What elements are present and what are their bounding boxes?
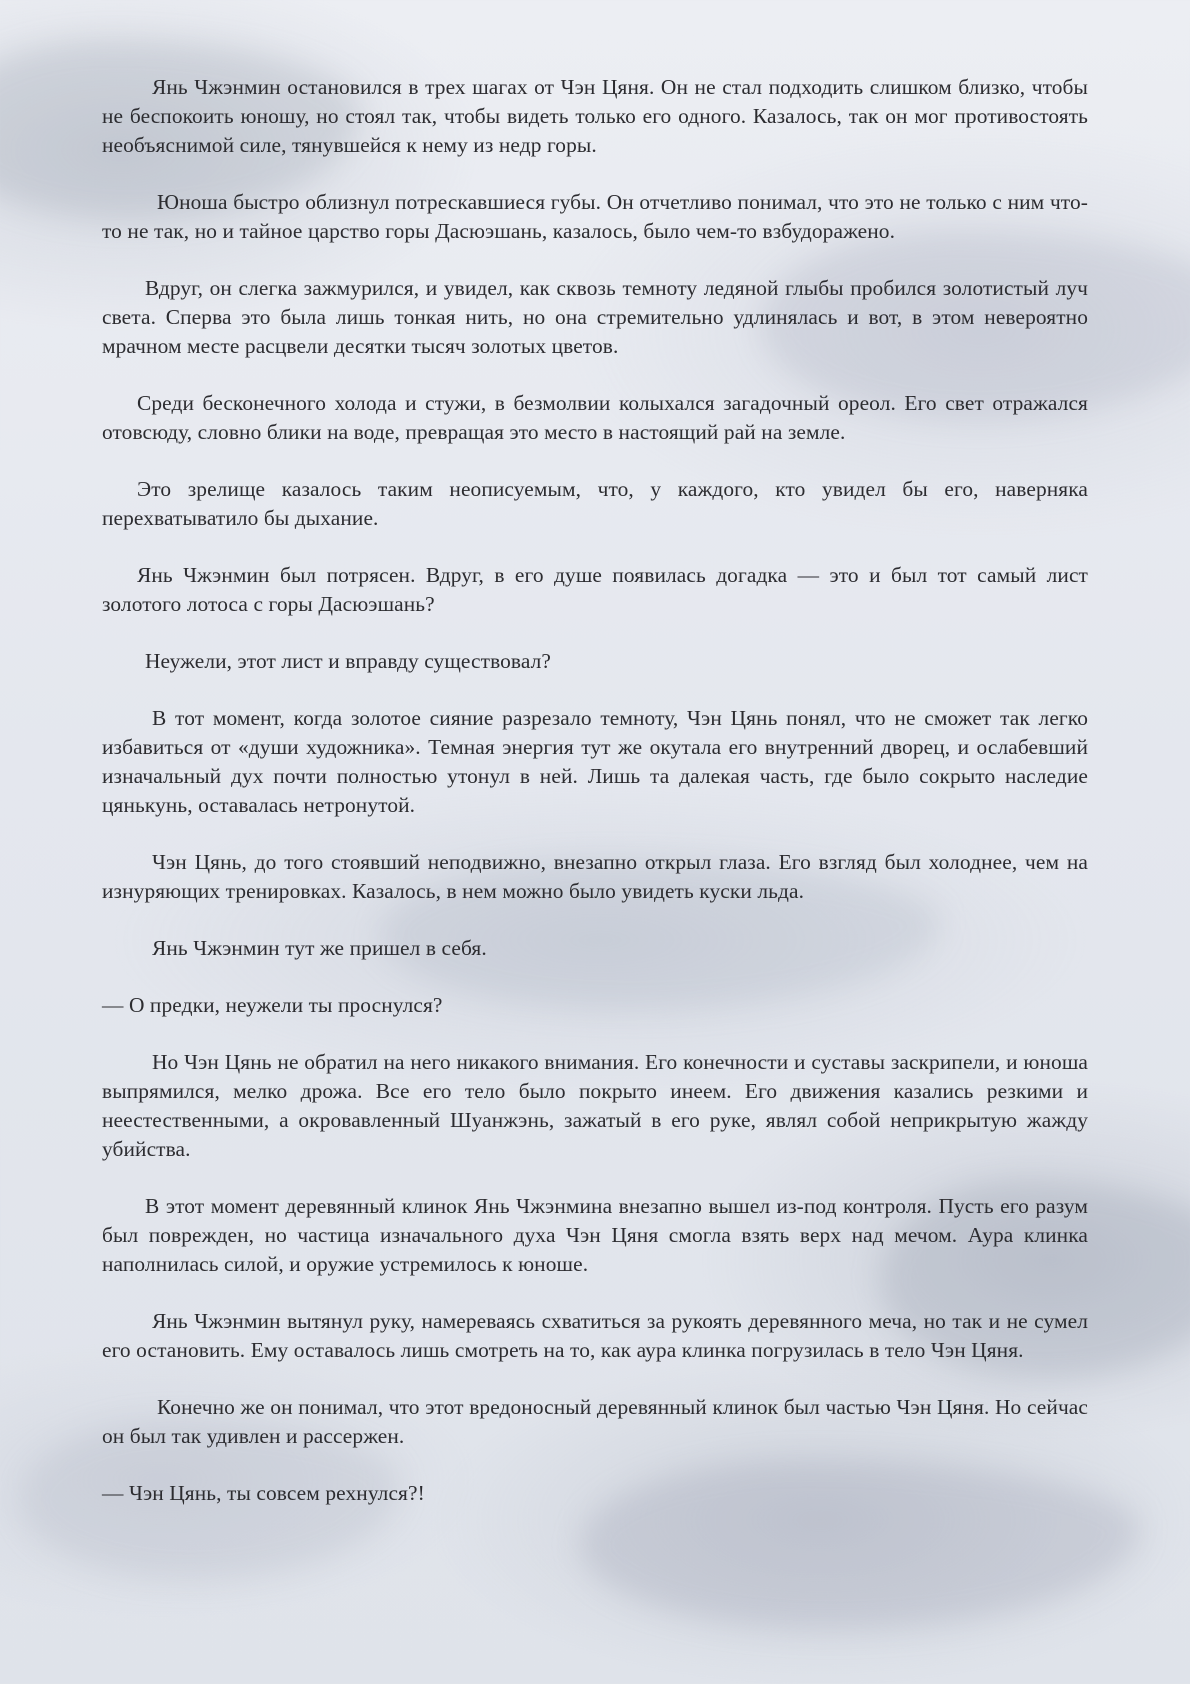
paragraph: Конечно же он понимал, что этот вредоносный деревянный клинок был частью Чэн Цяня. Но сейчас он был так удивлен и рассержен. bbox=[102, 1395, 1088, 1448]
paragraph: В этот момент деревянный клинок Янь Чжэнмина внезапно вышел из-под контроля. Пусть его разум был поврежден, но частица изначального духа Чэн Цяня смогла взять верх над мечом. Аура клинка наполнилась силой, и оружие устремилось к юноше. bbox=[102, 1194, 1088, 1276]
paragraph: Неужели, этот лист и вправду существовал? bbox=[145, 649, 551, 673]
dialogue-line: — О предки, неужели ты проснулся? bbox=[102, 993, 443, 1017]
paragraph: Юноша быстро облизнул потрескавшиеся губы. Он отчетливо понимал, что это не только с ним что-то не так, но и тайное царство горы Дасюэшань, казалось, было чем-то взбудоражено. bbox=[102, 190, 1088, 243]
paragraph: Среди бесконечного холода и стужи, в безмолвии колыхался загадочный ореол. Его свет отражался отовсюду, словно блики на воде, превращая это место в настоящий рай на земле. bbox=[102, 391, 1088, 444]
paragraph: Вдруг, он слегка зажмурился, и увидел, как сквозь темноту ледяной глыбы пробился золотистый луч света. Сперва это была лишь тонкая нить, но она стремительно удлинялась и вот, в этом невероятно мрачном месте расцвели десятки тысяч золотых цветов. bbox=[102, 276, 1088, 358]
paragraph: Чэн Цянь, до того стоявший неподвижно, внезапно открыл глаза. Его взгляд был холоднее, чем на изнуряющих тренировках. Казалось, в нем можно было увидеть куски льда. bbox=[102, 850, 1088, 903]
paragraph: Но Чэн Цянь не обратил на него никакого внимания. Его конечности и суставы заскрипели, и юноша выпрямился, мелко дрожа. Все его тело было покрыто инеем. Его движения казались резкими и неестественными, а окровавленный Шуанжэнь, зажатый в его руке, являл собой неприкрытую жажду убийства. bbox=[102, 1050, 1088, 1161]
paragraph: Янь Чжэнмин был потрясен. Вдруг, в его душе появилась догадка — это и был тот самый лист золотого лотоса с горы Дасюэшань? bbox=[102, 563, 1088, 616]
paragraph: Янь Чжэнмин тут же пришел в себя. bbox=[152, 936, 487, 960]
paragraph: В тот момент, когда золотое сияние разрезало темноту, Чэн Цянь понял, что не сможет так легко избавиться от «души художника». Темная энергия тут же окутала его внутренний дворец, и ослабевший изначальный дух почти полностью утонул в ней. Лишь та далекая часть, где было сокрыто наследие цянькунь, оставалась нетронутой. bbox=[102, 706, 1088, 817]
document-body bbox=[102, 73, 1088, 1536]
paragraph: Янь Чжэнмин вытянул руку, намереваясь схватиться за рукоять деревянного меча, но так и не сумел его остановить. Ему оставалось лишь смотреть на то, как аура клинка погрузилась в тело Чэн Цяня. bbox=[102, 1309, 1088, 1362]
paragraph: Это зрелище казалось таким неописуемым, что, у каждого, кто увидел бы его, наверняка перехватыватило бы дыхание. bbox=[102, 477, 1088, 530]
dialogue-line: — Чэн Цянь, ты совсем рехнулся?! bbox=[102, 1481, 425, 1505]
paragraph: Янь Чжэнмин остановился в трех шагах от Чэн Цяня. Он не стал подходить слишком близко, чтобы не беспокоить юношу, но стоял так, чтобы видеть только его одного. Казалось, так он мог противостоять необъяснимой силе, тянувшейся к нему из недр горы. bbox=[102, 75, 1088, 157]
